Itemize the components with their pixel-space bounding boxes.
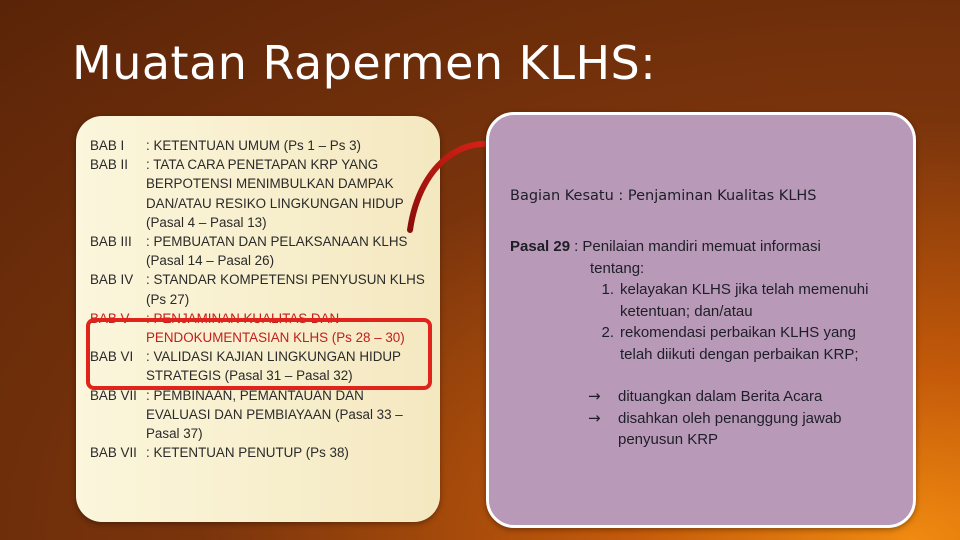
- list-item: [90, 443, 430, 462]
- chapter-title: : VALIDASI KAJIAN LINGKUNGAN HIDUP STRATEGIS (Pasal 31 – Pasal 32): [146, 349, 401, 384]
- article-intro: : Penilaian mandiri memuat informasi: [574, 238, 821, 255]
- outcome-list: [588, 386, 888, 451]
- list-item: [90, 270, 430, 308]
- outcome-text: disahkan oleh penanggung jawab: [618, 409, 842, 427]
- chapter-title: : PEMBUATAN DAN PELAKSANAAN KLHS (Pasal 14 – Pasal 26): [146, 234, 408, 269]
- chapter-number: BAB III: [90, 234, 132, 250]
- item-number: 1.: [601, 281, 614, 298]
- chapter-title: : PENJAMINAN KUALITAS DAN PENDOKUMENTASIAN KLHS (Ps 28 – 30): [146, 310, 405, 346]
- chapter-number: BAB VI: [90, 349, 134, 365]
- chapter-number: BAB VII: [90, 445, 137, 461]
- item-text: kelayakan KLHS jika telah memenuhi ketentuan; dan/atau: [620, 281, 869, 320]
- chapter-title: : KETENTUAN PENUTUP (Ps 38): [146, 445, 349, 461]
- highlight-frame: [86, 318, 432, 390]
- slide-title: Muatan Rapermen KLHS:: [72, 36, 657, 90]
- list-item: [588, 408, 888, 430]
- item-number: 2.: [601, 324, 614, 341]
- list-item: [90, 136, 430, 155]
- article-block: [510, 236, 890, 365]
- chapter-number: BAB IV: [90, 272, 134, 288]
- chapter-list: [90, 136, 430, 462]
- outcome-text-cont: penyusun KRP: [618, 431, 719, 448]
- chapter-title: : PEMBINAAN, PEMANTAUAN DAN EVALUASI DAN PEMBIAYAAN (Pasal 33 – Pasal 37): [146, 387, 403, 442]
- arrow-right-icon: →: [588, 408, 601, 427]
- list-item: [588, 386, 888, 408]
- list-item: [510, 322, 890, 365]
- article-label: Pasal 29: [510, 238, 571, 255]
- outcome-text: dituangkan dalam Berita Acara: [618, 388, 823, 405]
- article-intro-cont: tentang:: [590, 259, 645, 277]
- chapter-title: : KETENTUAN UMUM (Ps 1 – Ps 3): [146, 138, 362, 153]
- section-title: Bagian Kesatu : Penjaminan Kualitas KLHS: [510, 188, 817, 204]
- chapter-number: BAB II: [90, 157, 128, 173]
- list-item: [90, 386, 430, 444]
- chapter-number: BAB VII: [90, 387, 137, 403]
- item-text: rekomendasi perbaikan KLHS yang telah diikuti dengan perbaikan KRP;: [620, 324, 859, 363]
- list-item: [510, 279, 890, 322]
- chapter-title: : TATA CARA PENETAPAN KRP YANG BERPOTENSI MENIMBULKAN DAMPAK DAN/ATAU RESIKO LINGKUNGAN HIDUP (Pasal 4 – Pasal 13): [146, 157, 404, 230]
- chapter-title: : STANDAR KOMPETENSI PENYUSUN KLHS (Ps 27): [146, 272, 425, 307]
- list-item: [90, 232, 430, 270]
- chapter-number: BAB I: [90, 138, 125, 153]
- chapter-number: BAB V: [90, 310, 130, 326]
- list-item: [90, 155, 430, 232]
- arrow-right-icon: →: [588, 387, 601, 405]
